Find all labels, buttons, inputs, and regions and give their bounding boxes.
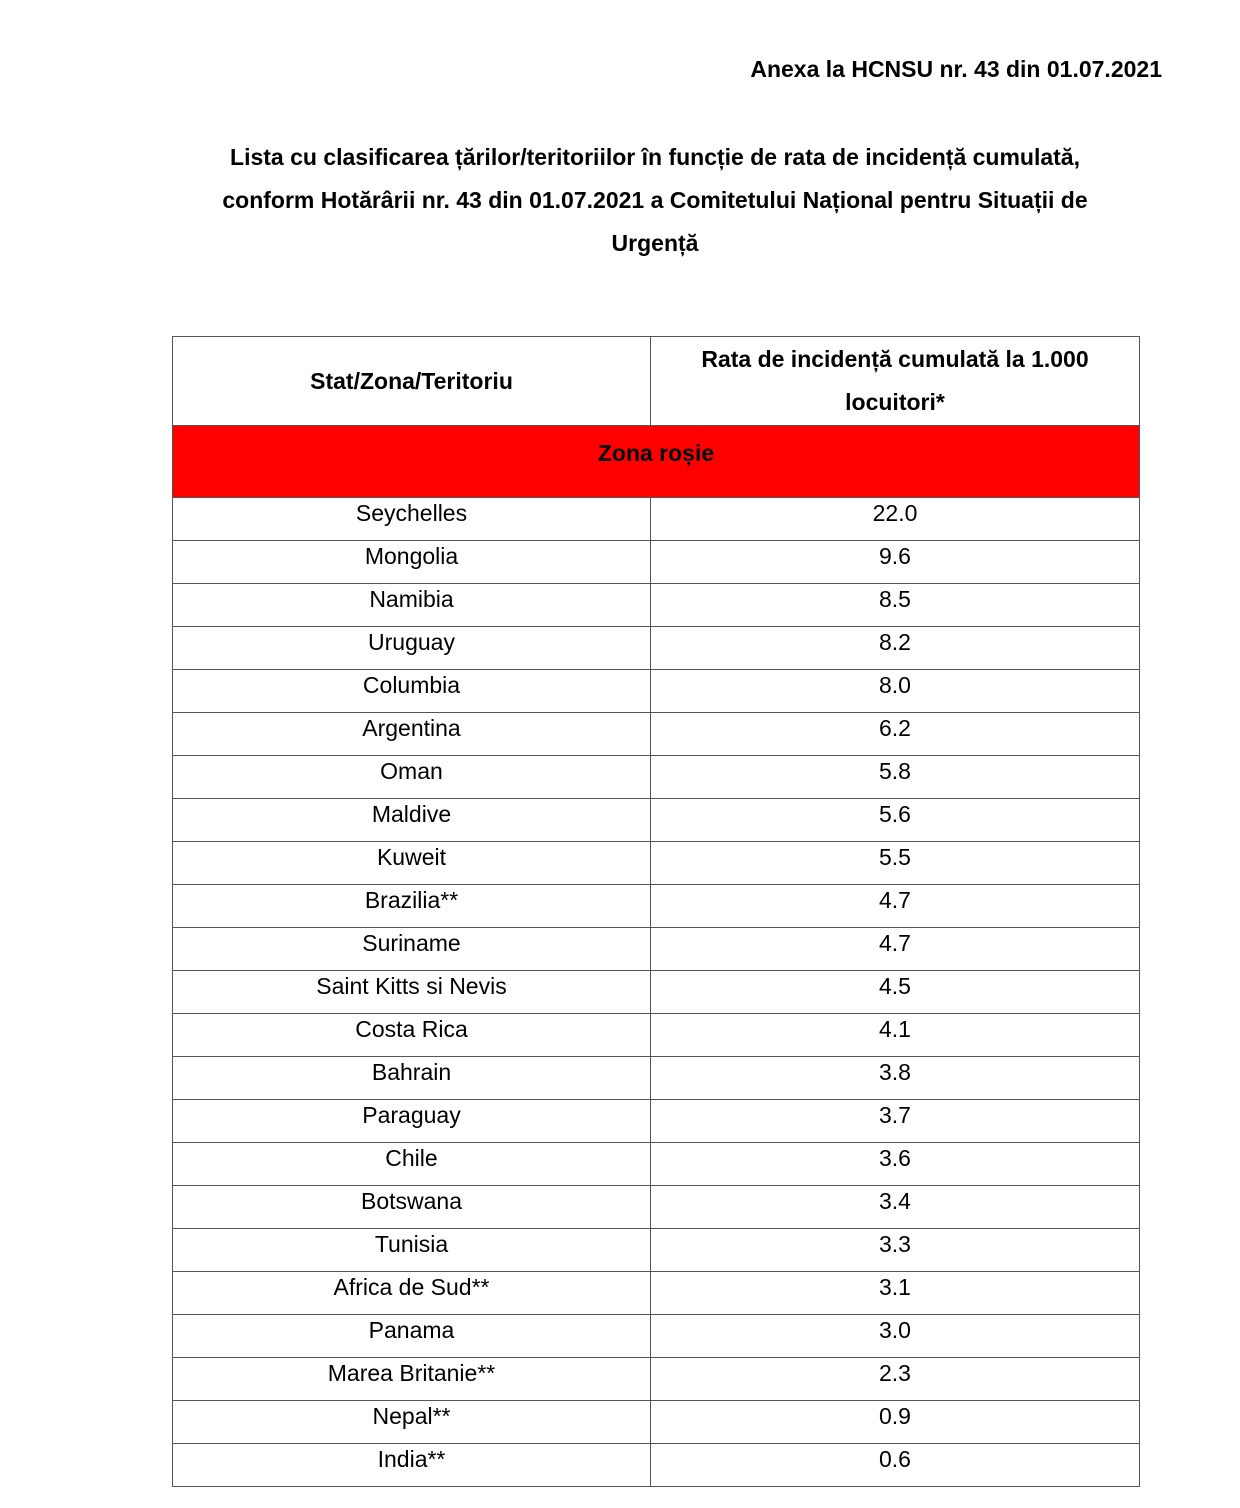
table-row (173, 1358, 1140, 1401)
country-cell: Nepal** (173, 1401, 651, 1444)
annex-reference: Anexa la HCNSU nr. 43 din 01.07.2021 (750, 56, 1162, 82)
table-row (173, 1229, 1140, 1272)
rate-cell: 3.0 (651, 1315, 1140, 1358)
country-cell: India** (173, 1444, 651, 1487)
rate-cell: 22.0 (651, 498, 1140, 541)
country-cell: Africa de Sud** (173, 1272, 651, 1315)
rate-cell: 6.2 (651, 713, 1140, 756)
country-cell: Panama (173, 1315, 651, 1358)
country-cell: Mongolia (173, 541, 651, 584)
table-row (173, 1315, 1140, 1358)
rate-cell: 5.8 (651, 756, 1140, 799)
country-cell: Bahrain (173, 1057, 651, 1100)
country-cell: Paraguay (173, 1100, 651, 1143)
country-cell: Maldive (173, 799, 651, 842)
table-row (173, 627, 1140, 670)
table-row (173, 928, 1140, 971)
table-row (173, 1444, 1140, 1487)
rate-cell: 4.7 (651, 885, 1140, 928)
rate-cell: 2.3 (651, 1358, 1140, 1401)
rate-cell: 8.2 (651, 627, 1140, 670)
rate-cell: 8.0 (651, 670, 1140, 713)
country-cell: Namibia (173, 584, 651, 627)
table-row (173, 1014, 1140, 1057)
country-cell: Saint Kitts si Nevis (173, 971, 651, 1014)
country-cell: Costa Rica (173, 1014, 651, 1057)
country-cell: Suriname (173, 928, 651, 971)
header-rate (651, 337, 1140, 426)
rate-cell: 0.6 (651, 1444, 1140, 1487)
rate-cell: 5.5 (651, 842, 1140, 885)
table-row (173, 885, 1140, 928)
rate-cell: 3.6 (651, 1143, 1140, 1186)
rate-cell: 5.6 (651, 799, 1140, 842)
country-cell: Tunisia (173, 1229, 651, 1272)
rate-cell: 3.7 (651, 1100, 1140, 1143)
rate-cell: 4.7 (651, 928, 1140, 971)
country-cell: Chile (173, 1143, 651, 1186)
table-row (173, 971, 1140, 1014)
country-cell: Columbia (173, 670, 651, 713)
title-line-2: conform Hotărârii nr. 43 din 01.07.2021 a Comitetului Național pentru Situații de (222, 187, 1088, 213)
header-rate-line-2: locuitori* (845, 389, 945, 415)
country-cell: Uruguay (173, 627, 651, 670)
table-header-row (173, 337, 1140, 426)
table-row (173, 584, 1140, 627)
table-body (173, 426, 1140, 1487)
incidence-table (172, 336, 1140, 1487)
country-cell: Brazilia** (173, 885, 651, 928)
table-row (173, 756, 1140, 799)
header-rate-line-1: Rata de incidență cumulată la 1.000 (701, 346, 1089, 372)
table-row (173, 799, 1140, 842)
country-cell: Botswana (173, 1186, 651, 1229)
country-cell: Seychelles (173, 498, 651, 541)
table-row (173, 498, 1140, 541)
table-row (173, 1057, 1140, 1100)
table-row (173, 670, 1140, 713)
table-row (173, 1100, 1140, 1143)
zone-red-row (173, 426, 1140, 498)
table-row (173, 1272, 1140, 1315)
table-row (173, 541, 1140, 584)
document-title (150, 136, 1160, 265)
header-country: Stat/Zona/Teritoriu (173, 337, 651, 426)
title-line-1: Lista cu clasificarea țărilor/teritoriilor în funcție de rata de incidență cumulată, (230, 144, 1080, 170)
country-cell: Marea Britanie** (173, 1358, 651, 1401)
country-cell: Kuweit (173, 842, 651, 885)
rate-cell: 3.1 (651, 1272, 1140, 1315)
title-line-3: Urgență (611, 230, 699, 256)
rate-cell: 8.5 (651, 584, 1140, 627)
rate-cell: 3.8 (651, 1057, 1140, 1100)
table-row (173, 1143, 1140, 1186)
table-row (173, 713, 1140, 756)
rate-cell: 3.4 (651, 1186, 1140, 1229)
table-row (173, 1401, 1140, 1444)
table-row (173, 842, 1140, 885)
rate-cell: 4.1 (651, 1014, 1140, 1057)
rate-cell: 0.9 (651, 1401, 1140, 1444)
table-row (173, 1186, 1140, 1229)
rate-cell: 9.6 (651, 541, 1140, 584)
country-cell: Argentina (173, 713, 651, 756)
country-cell: Oman (173, 756, 651, 799)
zone-red-label: Zona roșie (173, 426, 1140, 498)
rate-cell: 4.5 (651, 971, 1140, 1014)
rate-cell: 3.3 (651, 1229, 1140, 1272)
